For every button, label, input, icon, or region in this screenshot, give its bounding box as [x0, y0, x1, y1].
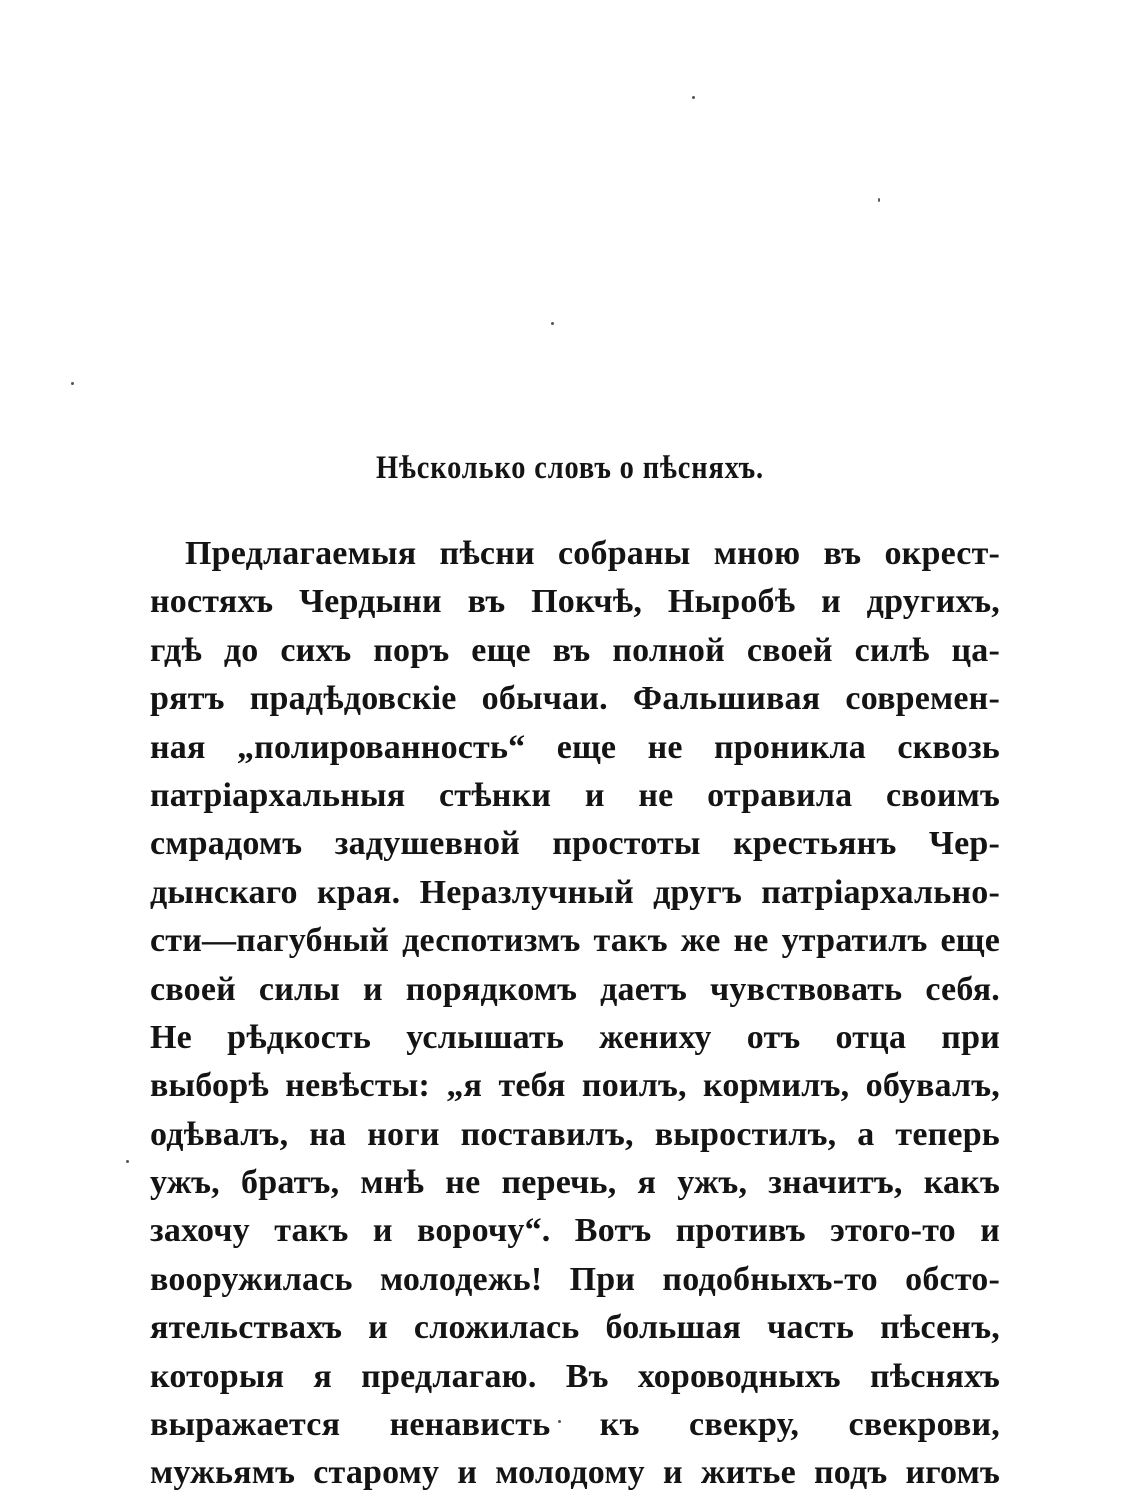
scan-speck: [692, 96, 695, 99]
text-line: гдѣ до сихъ поръ еще въ полной своей силѣ ца-: [150, 631, 1000, 669]
text-line: захочу такъ и ворочу“. Вотъ противъ этого-то и: [150, 1212, 1000, 1250]
text-line: одѣвалъ, на ноги поставилъ, выростилъ, а теперь: [150, 1115, 1000, 1153]
text-line: своей силы и порядкомъ даетъ чувствовать себя.: [150, 970, 1000, 1008]
text-line: сти—пагубный деспотизмъ такъ же не утратилъ еще: [150, 922, 1000, 960]
text-line: выражается ненависть къ свекру, свекрови,: [150, 1406, 1000, 1444]
text-line: Предлагаемыя пѣсни собраны мною въ окрест-: [185, 535, 1000, 572]
text-line: мужьямъ старому и молодому и житье подъ игомъ: [150, 1454, 1000, 1492]
text-line: ная „полированность“ еще не проникла сквозь: [150, 728, 1000, 766]
page-title: Нѣсколько словъ о пѣсняхъ.: [375, 450, 765, 486]
scan-speck: [71, 382, 74, 385]
text-line: вооружилась молодежь! При подобныхъ-то обсто-: [150, 1260, 1000, 1298]
body-paragraph: [150, 530, 1000, 1498]
scan-speck: [878, 198, 880, 202]
text-line: ностяхъ Чердыни въ Покчѣ, Ныробѣ и другихъ,: [150, 583, 1000, 621]
text-line: патріархальныя стѣнки и не отравила своимъ: [150, 776, 1000, 814]
text-line: рятъ прадѣдовскіе обычаи. Фальшивая современ-: [150, 680, 1000, 718]
text-line: смрадомъ задушевной простоты крестьянъ Чер-: [150, 825, 1000, 863]
text-line: которыя я предлагаю. Въ хороводныхъ пѣсняхъ: [150, 1357, 1000, 1395]
text-line: дынскаго края. Неразлучный другъ патріархально-: [150, 873, 1000, 911]
scan-speck: [551, 322, 554, 325]
text-line: ятельствахъ и сложилась большая часть пѣсенъ,: [150, 1309, 1000, 1347]
scan-speck: [126, 1160, 129, 1163]
text-line: выборѣ невѣсты: „я тебя поилъ, кормилъ, обувалъ,: [150, 1067, 1000, 1105]
text-line: Не рѣдкость услышать жениху отъ отца при: [150, 1018, 1000, 1056]
text-line: ужъ, братъ, мнѣ не перечь, я ужъ, значитъ, какъ: [150, 1164, 1000, 1202]
